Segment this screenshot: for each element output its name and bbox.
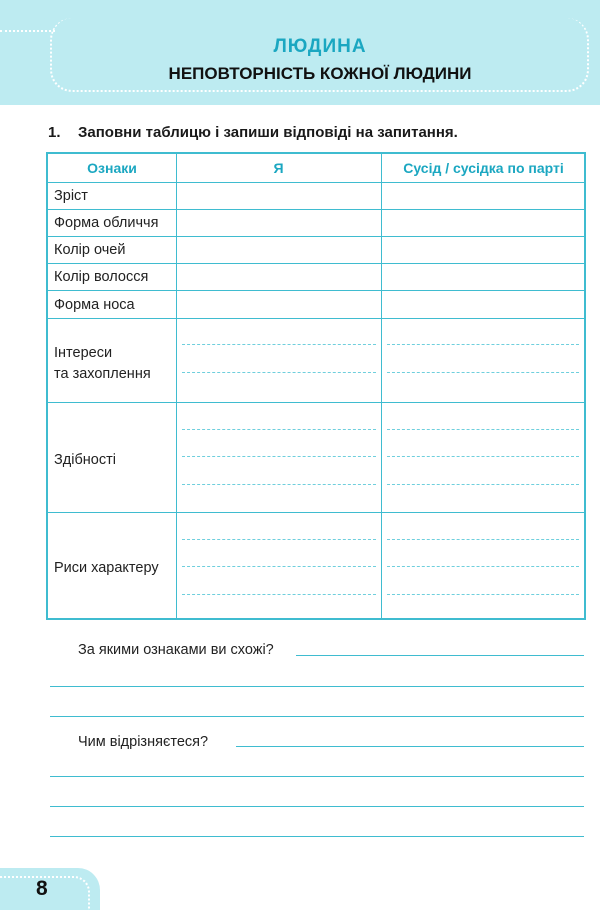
answer-line[interactable] bbox=[236, 746, 584, 747]
topic-title: ЛЮДИНА bbox=[273, 36, 367, 57]
writing-line[interactable] bbox=[387, 566, 579, 567]
writing-line[interactable] bbox=[182, 566, 376, 567]
writing-line[interactable] bbox=[182, 539, 376, 540]
writing-line[interactable] bbox=[182, 429, 376, 430]
row-label-nose-shape: Форма носа bbox=[54, 297, 135, 313]
answer-line[interactable] bbox=[50, 776, 584, 777]
answer-line[interactable] bbox=[296, 655, 584, 656]
writing-line[interactable] bbox=[387, 372, 579, 373]
row-label-interests: Інтереси bbox=[54, 345, 113, 361]
answer-line[interactable] bbox=[50, 806, 584, 807]
column-divider bbox=[381, 154, 382, 618]
row-label-character: Риси характеру bbox=[54, 560, 159, 576]
answer-line[interactable] bbox=[50, 836, 584, 837]
row-divider bbox=[48, 236, 584, 237]
writing-line[interactable] bbox=[387, 456, 579, 457]
row-label-face-shape: Форма обличчя bbox=[54, 215, 159, 231]
task-number: 1. bbox=[48, 124, 61, 141]
row-label-eye-color: Колір очей bbox=[54, 242, 126, 258]
writing-line[interactable] bbox=[387, 429, 579, 430]
question-similar: За якими ознаками ви схожі? bbox=[78, 642, 274, 658]
row-divider bbox=[48, 209, 584, 210]
writing-line[interactable] bbox=[387, 594, 579, 595]
question-different: Чим відрізняєтеся? bbox=[78, 734, 209, 750]
row-divider bbox=[48, 512, 584, 513]
lesson-title: НЕПОВТОРНІСТЬ КОЖНОЇ ЛЮДИНИ bbox=[168, 64, 472, 83]
row-label-abilities: Здібності bbox=[54, 452, 116, 468]
column-header-me: Я bbox=[273, 160, 284, 176]
column-header-features: Ознаки bbox=[87, 160, 137, 176]
writing-line[interactable] bbox=[182, 594, 376, 595]
row-divider bbox=[48, 402, 584, 403]
row-divider bbox=[48, 263, 584, 264]
writing-line[interactable] bbox=[387, 344, 579, 345]
row-divider bbox=[48, 182, 584, 183]
writing-line[interactable] bbox=[182, 484, 376, 485]
column-header-deskmate: Сусід / сусідка по парті bbox=[403, 160, 564, 176]
page-number: 8 bbox=[36, 877, 48, 900]
row-label-hair-color: Колір волосся bbox=[54, 269, 149, 285]
writing-line[interactable] bbox=[387, 484, 579, 485]
row-label-height: Зріст bbox=[54, 188, 88, 204]
answer-line[interactable] bbox=[50, 716, 584, 717]
writing-line[interactable] bbox=[182, 372, 376, 373]
features-table bbox=[46, 152, 586, 620]
column-divider bbox=[176, 154, 177, 618]
header-dotted-line bbox=[0, 30, 55, 32]
writing-line[interactable] bbox=[182, 344, 376, 345]
row-label-interests-line2: та захоплення bbox=[54, 366, 151, 382]
writing-line[interactable] bbox=[387, 539, 579, 540]
task-instruction: Заповни таблицю і запиши відповіді на запитання. bbox=[78, 124, 458, 141]
answer-line[interactable] bbox=[50, 686, 584, 687]
row-divider bbox=[48, 290, 584, 291]
row-divider bbox=[48, 318, 584, 319]
writing-line[interactable] bbox=[182, 456, 376, 457]
